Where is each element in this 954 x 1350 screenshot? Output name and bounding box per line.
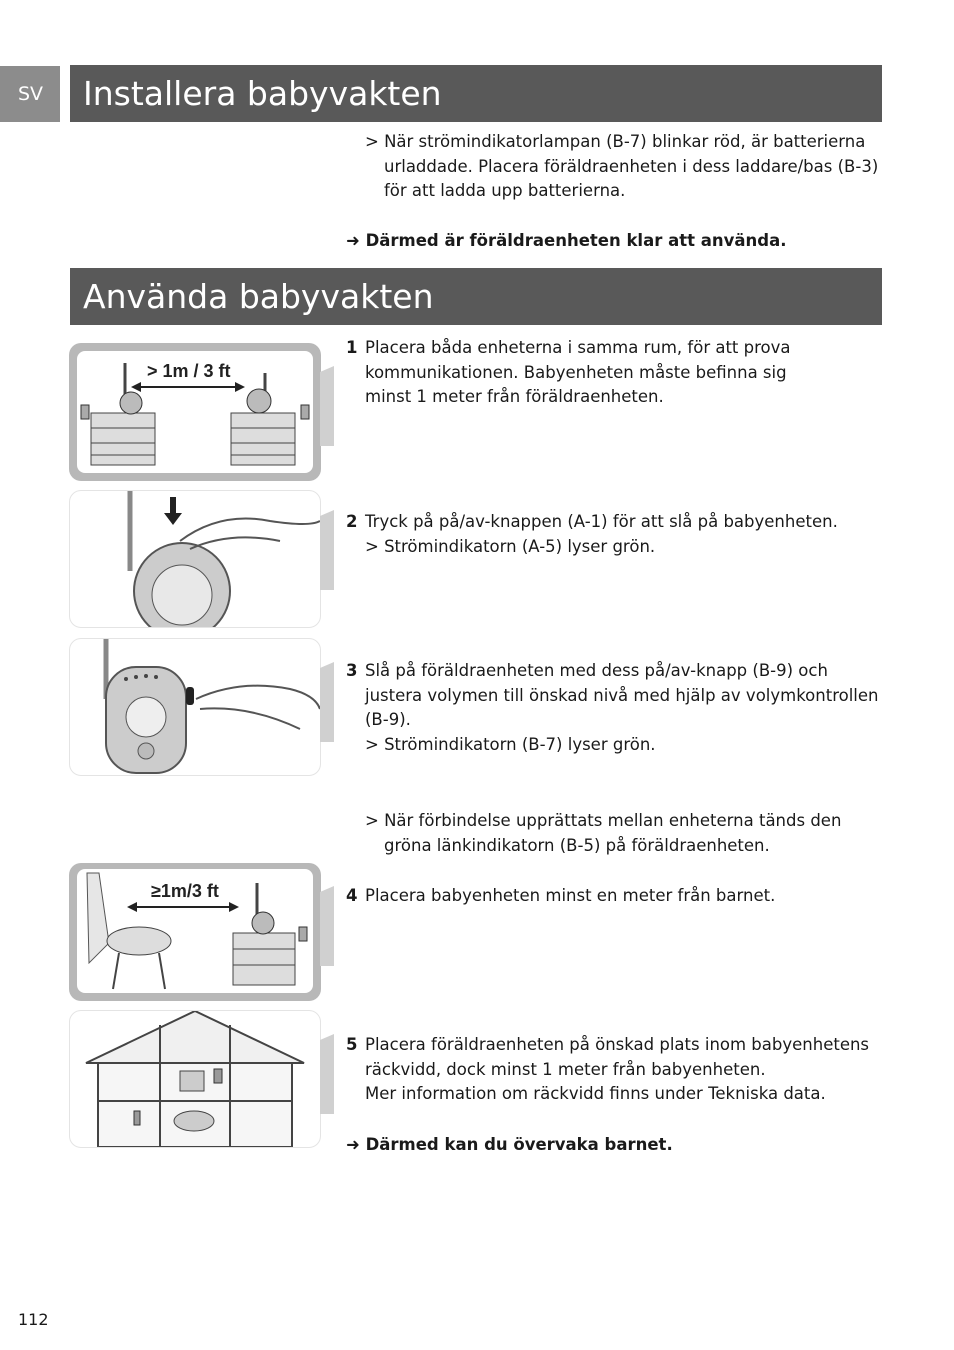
- step-sub: > Strömindikatorn (B-7) lyser grön.: [365, 734, 656, 754]
- step-text: Tryck på på/av-knappen (A-1) för att slå på babyenheten.: [365, 512, 838, 531]
- illustration-press-button: [69, 490, 321, 628]
- step-5: [346, 1033, 886, 1107]
- step-number: 5: [346, 1035, 358, 1054]
- language-tab: SV: [0, 66, 60, 122]
- step-number: 1: [346, 338, 358, 357]
- step-text: Placera föräldraenheten på önskad plats inom babyenhetens räckvidd, dock minst 1 meter från babyenheten.: [365, 1035, 870, 1079]
- section-title-use: Använda babyvakten: [70, 268, 882, 325]
- step-text: Placera båda enheterna i samma rum, för att prova kommunikationen. Babyenheten måste befinna sig minst 1 meter från föräldraenheten.: [365, 338, 791, 406]
- step-3: [346, 659, 886, 757]
- crib-distance-label: ≥1m/3 ft: [151, 881, 219, 901]
- illustration-crib-distance: [69, 863, 321, 1001]
- step-4: [346, 884, 886, 909]
- link-indicator-note: > När förbindelse upprättats mellan enheterna tänds den gröna länkindikatorn (B-5) på föräldraenheten.: [365, 811, 842, 855]
- page-number: 112: [18, 1310, 49, 1329]
- step-number: 3: [346, 661, 358, 680]
- illustration-units-distance: [69, 343, 321, 481]
- result-ready: ➜ Därmed är föräldraenheten klar att använda.: [346, 231, 787, 250]
- step-text: Slå på föräldraenheten med dess på/av-knapp (B-9) och justera volymen till önskad nivå med hjälp av volymkontrollen (B-9).: [365, 661, 879, 729]
- result-monitor: ➜ Därmed kan du övervaka barnet.: [346, 1135, 673, 1154]
- battery-note: > När strömindikatorlampan (B-7) blinkar röd, är batterierna urladdade. Placera föräldraenheten i dess laddare/bas (B-3) för att ladda upp batterierna.: [365, 132, 879, 200]
- step-sub: > Strömindikatorn (A-5) lyser grön.: [365, 536, 656, 556]
- illustration-house: [69, 1010, 321, 1148]
- step-2: [346, 510, 886, 559]
- distance-label: > 1m / 3 ft: [147, 361, 231, 381]
- step-1: [346, 336, 886, 410]
- step-number: 4: [346, 886, 358, 905]
- section-title-install: Installera babyvakten: [70, 65, 882, 122]
- step-number: 2: [346, 512, 358, 531]
- step-text: Placera babyenheten minst en meter från barnet.: [365, 886, 776, 905]
- step-extra: Mer information om räckvidd finns under Tekniska data.: [365, 1084, 826, 1103]
- illustration-parent-unit: [69, 638, 321, 776]
